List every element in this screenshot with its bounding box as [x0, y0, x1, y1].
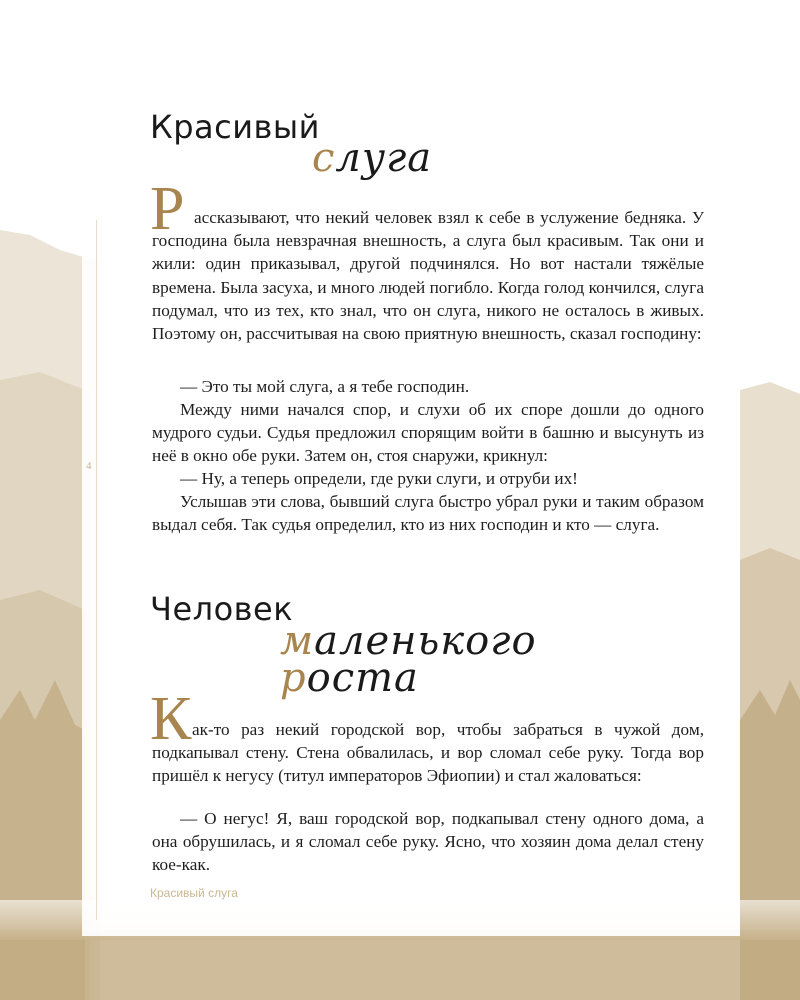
story2-title-line1: Человек [150, 590, 294, 628]
story1-title-accent-letter: с [312, 135, 336, 181]
margin-rule [96, 220, 97, 920]
story2-paragraph-2: — О негус! Я, ваш городской вор, подкапывал стену одного дома, а она обрушилась, и я сломал себе руку. Ясно, что хозяин дома делал стену кое-как. [152, 809, 704, 875]
story1-paragraph-1: ассказывают, что некий человек взял к себе в услужение бедняка. У господина была невзрачная внешность, а слуга был красивым. Так они и жили: один приказывал, другой подчинялся. Но вот настали тяжёлые времена. Была засуха, и много людей погибло. Когда голод кончился, слуга подумал, что из тех, кто знал, что он слуга, никого не осталось в живых. Поэтому он, рассчитывая на свою приятную внешность, сказал господину: [152, 208, 704, 344]
page-number: 4 [86, 460, 92, 472]
running-head: Красивый слуга [150, 886, 238, 900]
story1-dropcap: Р [150, 175, 185, 243]
story1-paragraph-2: — Это ты мой слуга, а я тебе господин. [180, 377, 470, 396]
story2-title-accent-r: р [280, 655, 307, 701]
story1-paragraph-5: Услышав эти слова, бывший слуга быстро убрал руки и таким образом выдал себя. Так судья определил, кто из них господин и кто — слуга. [152, 492, 704, 535]
story1-paragraph-3: Между ними начался спор, и слухи об их споре дошли до одного мудрого судьи. Судья предложил спорящим войти в башню и высунуть из неё в окно обе руки. Затем он, стоя снаружи, крикнул: [152, 400, 704, 466]
story2-title-line3 [280, 655, 419, 701]
story1-paragraph-4: — Ну, а теперь определи, где руки слуги, и отруби их! [180, 469, 578, 488]
story2-paragraph-1: ак-то раз некий городской вор, чтобы забраться в чужой дом, подкапывал стену. Стена обвалилась, и вор сломал себе руку. Тогда вор пришёл к негусу (титул императоров Эфиопии) и стал жаловаться: [152, 720, 704, 786]
story2-title-accent-m: м [280, 618, 315, 664]
story1-title-line1: Красивый [150, 108, 320, 146]
story2-dropcap: К [150, 685, 192, 753]
story2-title-line3-rest: оста [306, 655, 419, 701]
story1-title-line2 [312, 135, 432, 181]
story1-title-rest: луга [335, 135, 433, 181]
story2-title-line2-rest: аленького [314, 618, 537, 664]
